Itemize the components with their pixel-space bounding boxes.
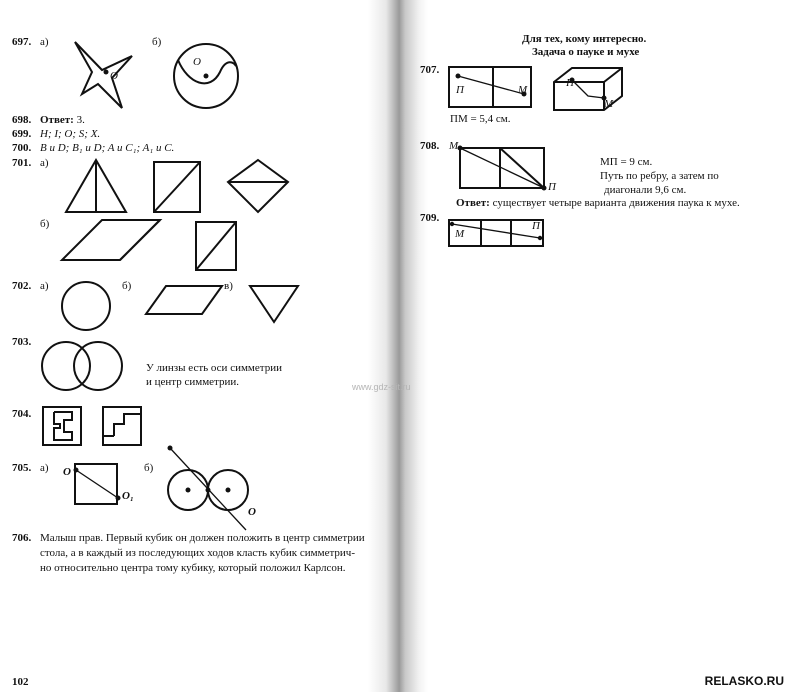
problem-707-m2-label: М [604, 98, 614, 110]
lens-figure [40, 340, 140, 394]
problem-703-line2: и центр симметрии. [146, 376, 240, 388]
problem-701-b-figures [62, 218, 242, 274]
problem-702-b-label: б) [122, 280, 132, 292]
problem-702-number: 702. [12, 280, 32, 292]
answer-value: 3. [76, 114, 85, 126]
problem-708-number: 708. [420, 140, 440, 152]
problem-707-number: 707. [420, 64, 440, 76]
shuriken-figure [70, 40, 140, 110]
problem-699-number: 699. [12, 128, 32, 140]
problem-698-answer [40, 114, 85, 127]
problem-700-text: B и D; B₁ и D; A и C₁; A₁ и C. [40, 142, 175, 154]
problem-698-number: 698. [12, 114, 32, 126]
section-heading-1: Для тех, кому интересно. [522, 33, 647, 45]
problem-704-number: 704. [12, 408, 32, 420]
problem-709-p-label: П [532, 220, 540, 232]
book-gutter [368, 0, 428, 692]
problem-706-line1: Малыш прав. Первый кубик он должен положить в центр симметрии [40, 532, 365, 544]
problem-705-number: 705. [12, 462, 32, 474]
problem-704-figures [42, 406, 152, 448]
problem-705-a-label: а) [40, 462, 49, 474]
problem-705-b-label: б) [144, 462, 154, 474]
problem-708-m-label: М [449, 140, 459, 152]
problem-703-line1: У линзы есть оси симметрии [146, 362, 282, 374]
problem-702-a-label: а) [40, 280, 49, 292]
section-heading-2: Задача о пауке и мухе [532, 46, 640, 58]
problem-697-b-o-label: O [193, 56, 201, 68]
problem-701-a-figures [62, 158, 302, 218]
problem-707-m-label: М [518, 84, 528, 96]
problem-708-line2: Путь по ребру, а затем по [600, 170, 719, 182]
problem-702-figures [62, 280, 312, 332]
problem-708-p-label: П [548, 181, 556, 193]
problem-703-number: 703. [12, 336, 32, 348]
problem-707-p2-label: П [566, 77, 574, 89]
problem-702-c-label: в) [224, 280, 233, 292]
problem-699-text: H; I; O; S; X. [40, 128, 101, 140]
problem-709-m-label: М [455, 228, 465, 240]
page-number: 102 [12, 676, 29, 688]
answer-label: Ответ: [456, 197, 490, 209]
problem-701-b-label: б) [40, 218, 50, 230]
problem-708-answer [456, 197, 740, 210]
problem-708-line3: диагонали 9,6 см. [604, 184, 687, 196]
point-o2-label: O [248, 506, 256, 518]
problem-697-o-label: O [110, 70, 118, 82]
problem-709-number: 709. [420, 212, 440, 224]
problem-707-p-label: П [456, 84, 464, 96]
problem-707-figures [448, 66, 628, 114]
point-o1-label: O₁ [122, 490, 134, 502]
point-o-label: O [63, 466, 71, 478]
answer-label: Ответ: [40, 114, 74, 126]
problem-700-number: 700. [12, 142, 32, 154]
problem-708-figure [456, 144, 556, 192]
watermark: www.gdz-sit.ru [352, 382, 411, 392]
problem-707-result: ПМ = 5,4 см. [450, 113, 511, 125]
problem-697-b-label: б) [152, 36, 162, 48]
problem-701-number: 701. [12, 157, 32, 169]
problem-697-a-label: а) [40, 36, 49, 48]
problem-706-line2: стола, а в каждый из последующих ходов класть кубик симметрич- [40, 547, 355, 559]
answer-text: существует четыре варианта движения паука к мухе. [492, 197, 740, 209]
problem-705-b-figure [160, 444, 260, 534]
problem-701-a-label: а) [40, 157, 49, 169]
problem-706-line3: но относительно центра тому кубику, который положил Карлсон. [40, 562, 346, 574]
problem-706-number: 706. [12, 532, 32, 544]
problem-708-line1: МП = 9 см. [600, 156, 653, 168]
site-watermark: RELASKO.RU [704, 674, 784, 688]
problem-697-number: 697. [12, 36, 32, 48]
yin-yang-figure [170, 36, 250, 116]
problem-705-a-figure [74, 460, 124, 508]
